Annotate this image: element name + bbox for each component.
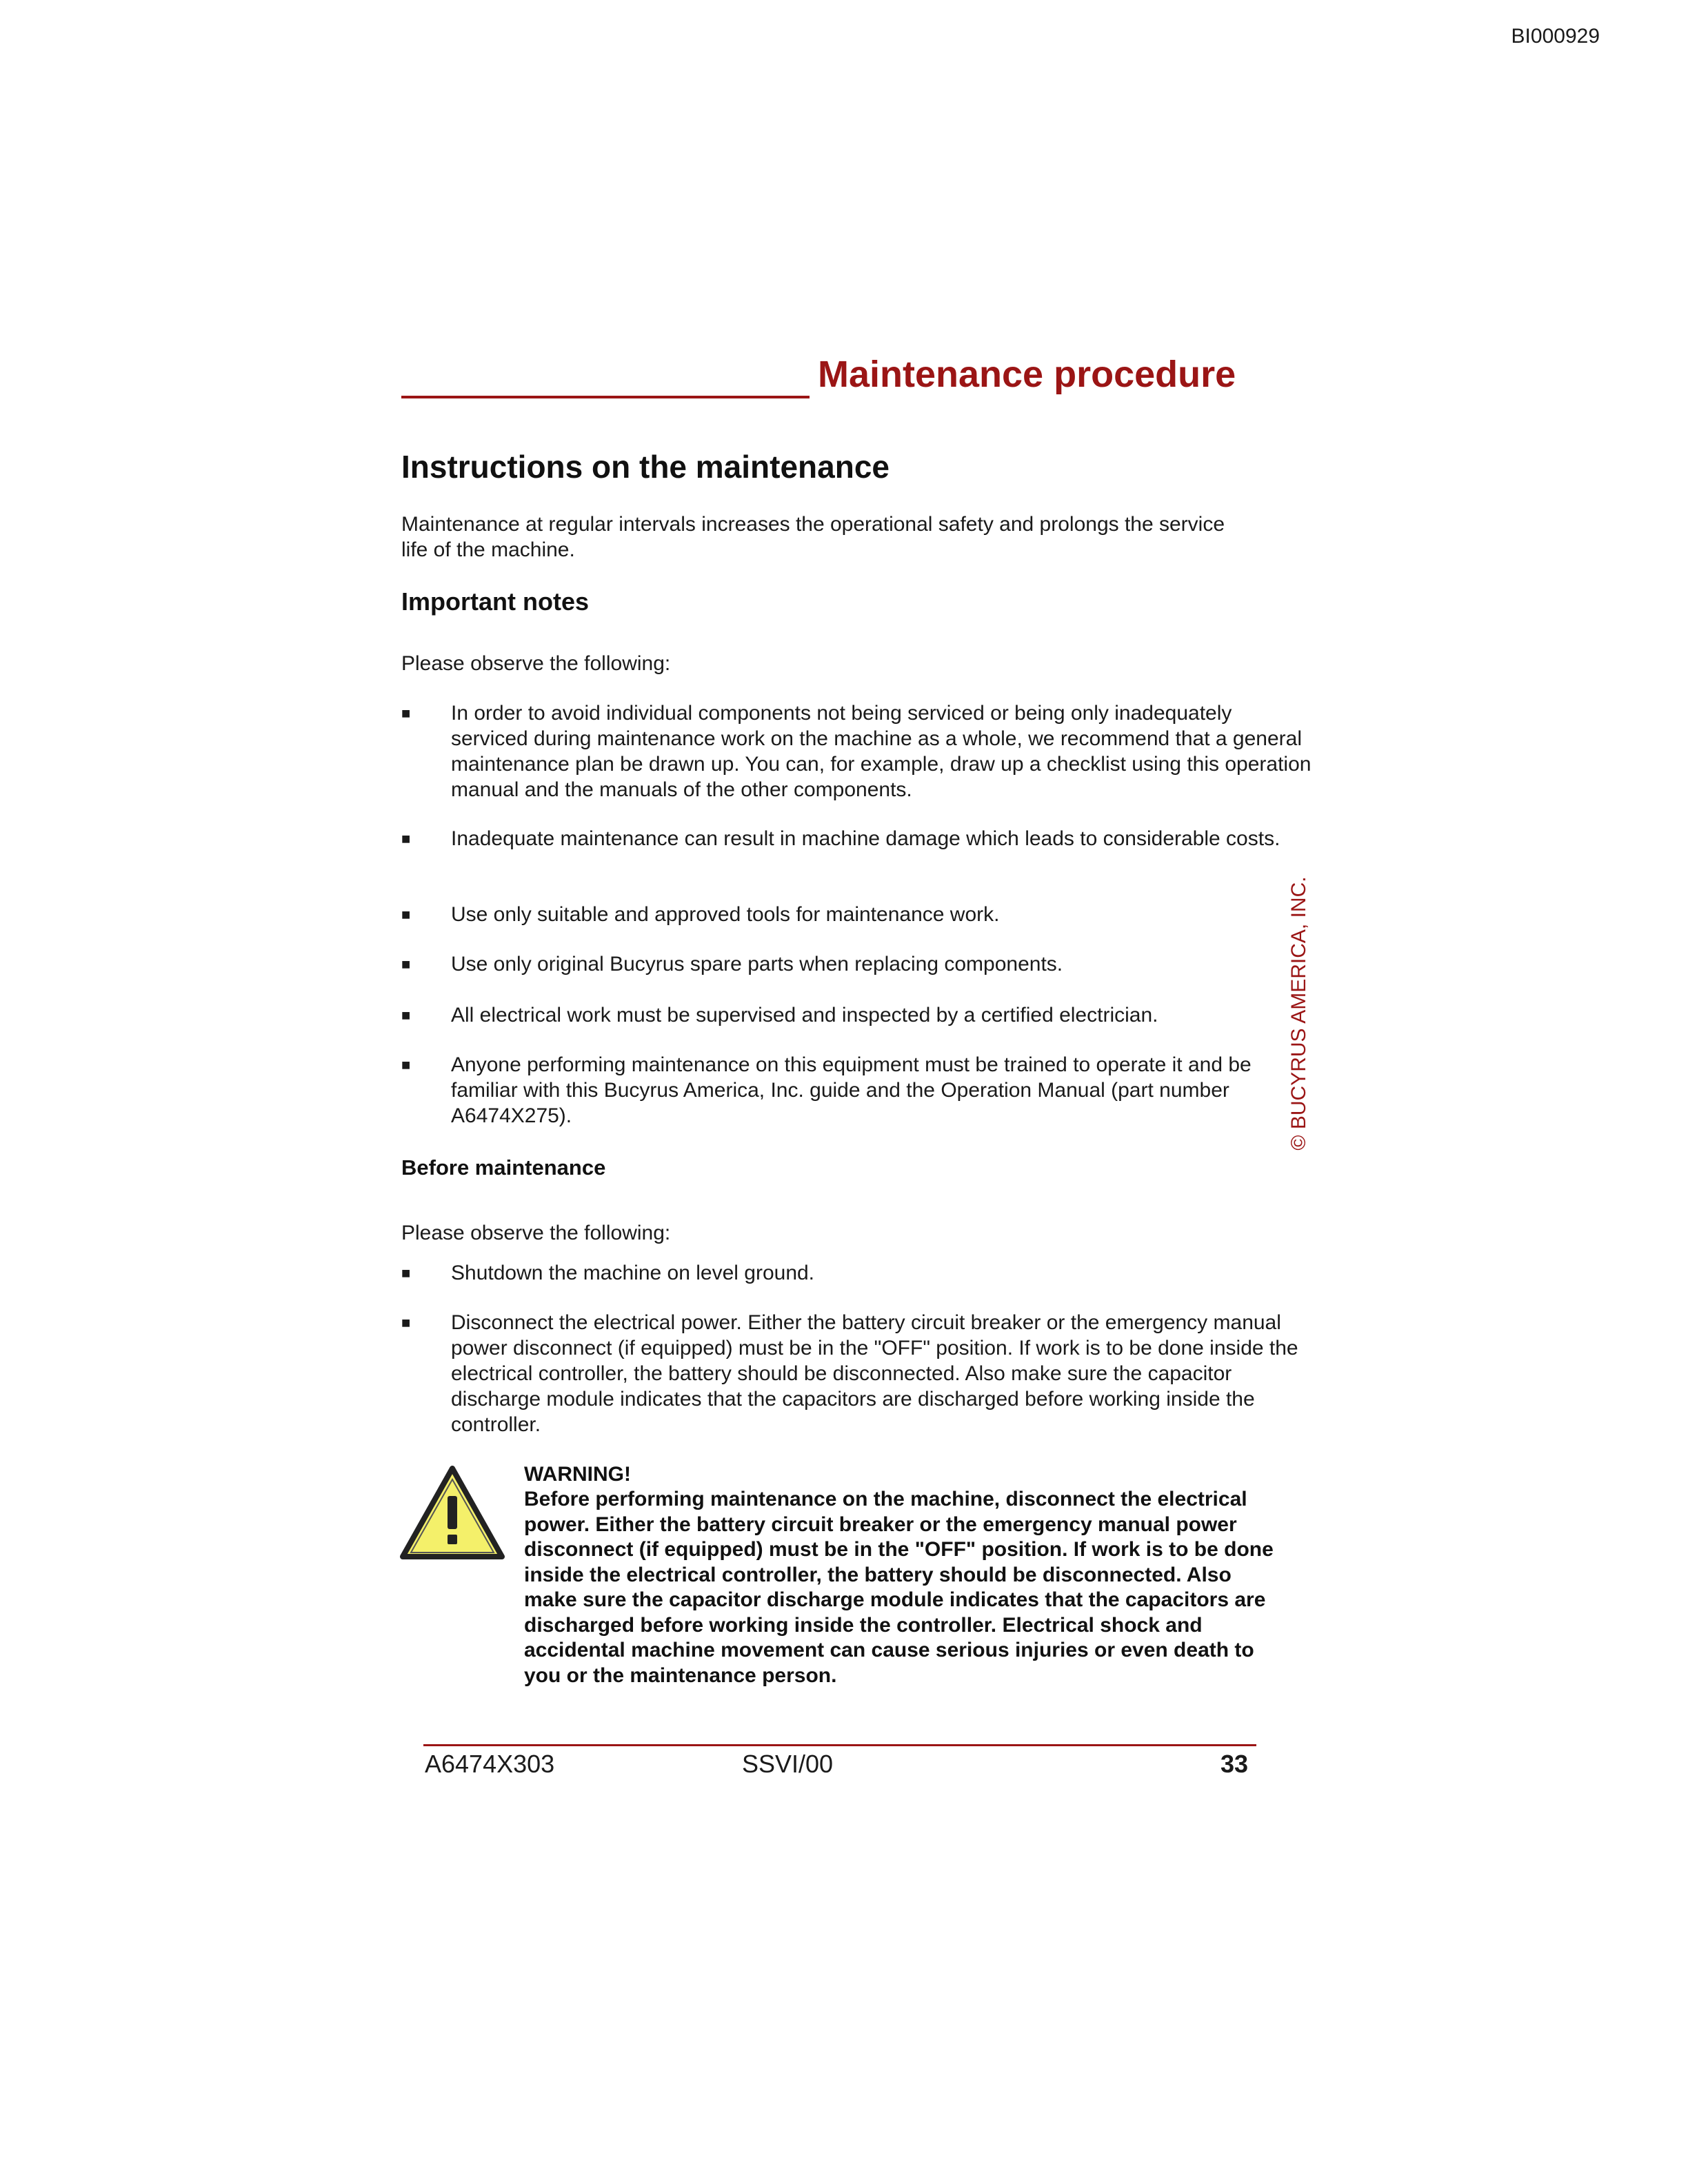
list-item bbox=[401, 1002, 1313, 1028]
list-item bbox=[401, 1052, 1313, 1129]
footer-doc-number: A6474X303 bbox=[425, 1750, 555, 1778]
bullet-square-icon: ■ bbox=[401, 956, 411, 973]
list-item-text: Anyone performing maintenance on this equipment must be trained to operate it and be familiar with this Bucyrus America, Inc. guide and the Operation Manual (part number A6474X275). bbox=[451, 1053, 1252, 1127]
footer-rule bbox=[423, 1744, 1256, 1746]
list-item bbox=[401, 1310, 1313, 1437]
bullet-square-icon: ■ bbox=[401, 830, 411, 847]
before-maintenance-heading: Before maintenance bbox=[401, 1155, 606, 1180]
list-item-text: Inadequate maintenance can result in machine damage which leads to considerable costs. bbox=[451, 827, 1280, 850]
list-item bbox=[401, 902, 1313, 927]
document-id: BI000929 bbox=[1511, 25, 1600, 48]
section-title: Instructions on the maintenance bbox=[401, 449, 890, 485]
side-copyright: © BUCYRUS AMERICA, INC. bbox=[1287, 876, 1310, 1151]
list-item-text: All electrical work must be supervised and inspected by a certified electrician. bbox=[451, 1004, 1158, 1027]
warning-triangle-icon bbox=[399, 1464, 506, 1562]
list-item-text: In order to avoid individual components not being serviced or being only inadequately serviced during maintenance work on the machine as a whole, we recommend that a general maintenance plan be drawn up. You can, for example, draw up a checklist using this operation manual and the manuals of the other components. bbox=[451, 702, 1312, 801]
intro-paragraph: Maintenance at regular intervals increases the operational safety and prolongs the service life of the machine. bbox=[401, 513, 1225, 561]
bullet-square-icon: ■ bbox=[401, 1314, 411, 1331]
list-item bbox=[401, 951, 1313, 977]
warning-box bbox=[524, 1462, 1276, 1688]
list-item bbox=[401, 1260, 1313, 1286]
bullet-square-icon: ■ bbox=[401, 1056, 411, 1073]
bullet-square-icon: ■ bbox=[401, 705, 411, 722]
bullet-square-icon: ■ bbox=[401, 906, 411, 923]
before-observe-text: Please observe the following: bbox=[401, 1222, 671, 1244]
chapter-title: Maintenance procedure bbox=[818, 354, 1236, 395]
warning-title: WARNING! bbox=[524, 1463, 631, 1486]
list-item-text: Use only suitable and approved tools for maintenance work. bbox=[451, 903, 1000, 926]
important-notes-heading: Important notes bbox=[401, 587, 590, 616]
bullet-square-icon: ■ bbox=[401, 1264, 411, 1282]
page-number: 33 bbox=[1220, 1750, 1248, 1778]
footer-revision: SSVI/00 bbox=[742, 1750, 834, 1778]
warning-text: Before performing maintenance on the machine, disconnect the electrical power. Either the battery circuit breaker or the emergency manual power disconnect (if equipped) must be in the "OFF" position. If work is to be done inside the electrical controller, the battery should be disconnected. Also make sure the capacitor discharge module indicates that the capacitors are discharged before working inside the controller. Electrical shock and accidental machine movement can cause serious injuries or even death to you or the maintenance person. bbox=[524, 1488, 1274, 1687]
list-item bbox=[401, 700, 1313, 802]
list-item bbox=[401, 826, 1313, 851]
list-item-text: Disconnect the electrical power. Either the battery circuit breaker or the emergency manual power disconnect (if equipped) must be in the "OFF" position. If work is to be done inside the electrical controller, the battery should be disconnected. Also make sure the capacitor discharge module indicates that the capacitors are discharged before working inside the controller. bbox=[451, 1311, 1298, 1436]
list-item-text: Shutdown the machine on level ground. bbox=[451, 1262, 815, 1284]
list-item-text: Use only original Bucyrus spare parts when replacing components. bbox=[451, 953, 1063, 975]
chapter-title-rule bbox=[401, 396, 810, 398]
side-copyright-wrap bbox=[1285, 862, 1313, 1165]
important-observe-text: Please observe the following: bbox=[401, 652, 671, 675]
bullet-square-icon: ■ bbox=[401, 1007, 411, 1024]
